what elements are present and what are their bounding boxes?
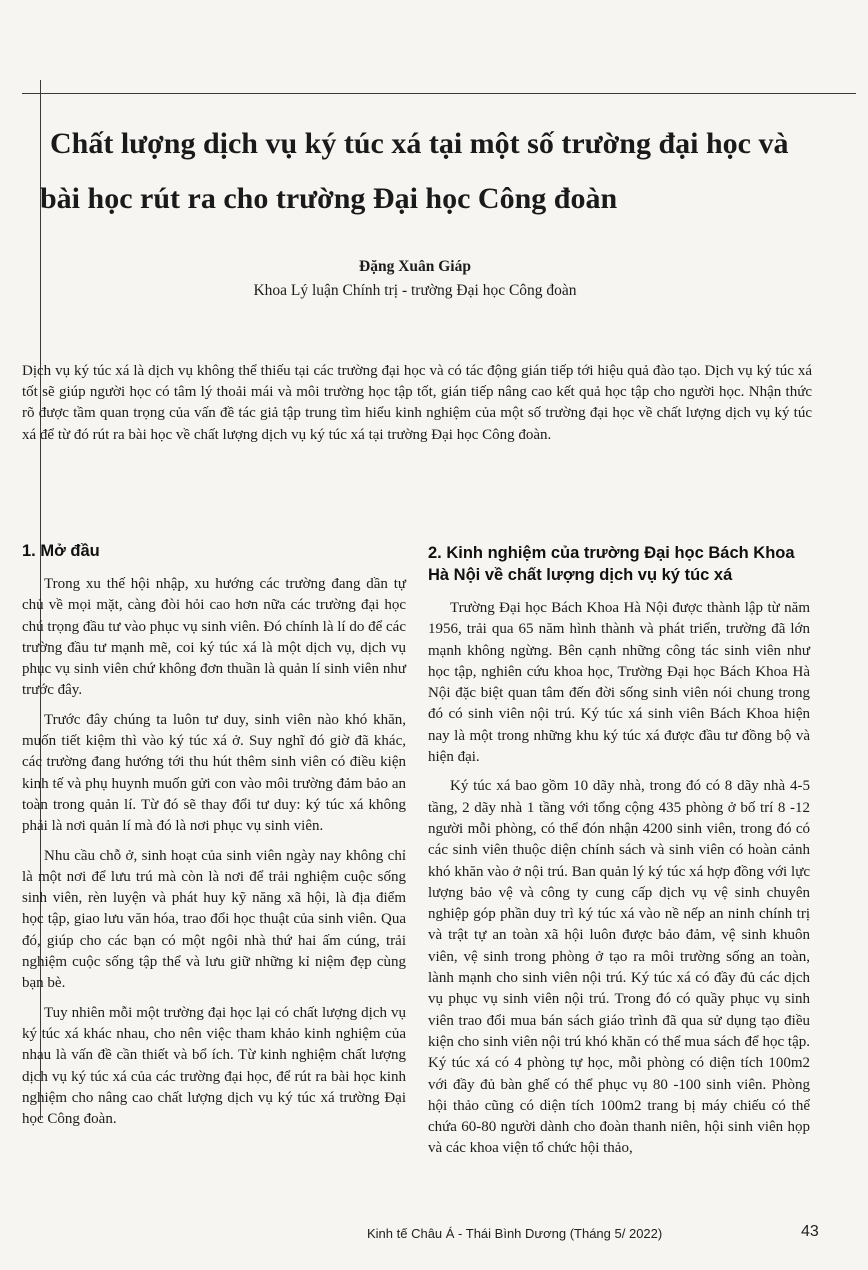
section-2-heading: 2. Kinh nghiệm của trường Đại học Bách Khoa Hà Nội về chất lượng dịch vụ ký túc xá [428, 544, 795, 584]
section-1-paragraph: Trước đây chúng ta luôn tư duy, sinh viên nào khó khăn, muốn tiết kiệm thì vào ký túc xá ở. Suy nghĩ đó giờ đã khác, các trường đang hướng tới thu hút thêm sinh viên có điều kiện kinh tế và phụ huynh muốn gửi con vào môi trường đảm bảo an toàn trong quản lí. Từ đó sẽ thay đổi tư duy: ký túc xá không phải là nơi quản lí mà đó là nơi phục vụ sinh viên. [22, 711, 406, 835]
footer-journal-name: Kinh tế Châu Á - Thái Bình Dương (Tháng 5/ 2022) [367, 1226, 663, 1241]
section-1-paragraph: Trong xu thế hội nhập, xu hướng các trường đang dần tự chủ về mọi mặt, càng đòi hỏi cao hơn nữa các trường đại học chú trọng đầu tư vào phục vụ sinh viên. Đó chính là lí do để các trường đầu tư mạnh mẽ, coi ký túc xá là một dịch vụ, dịch vụ phục vụ sinh viên chứ không đơn thuần là quản lí sinh viên như trước đây. [22, 576, 406, 699]
left-column [22, 540, 406, 1138]
section-2-paragraph: Trường Đại học Bách Khoa Hà Nội được thành lập từ năm 1956, trải qua 65 năm hình thành và phát triển, trường đã lớn mạnh không ngừng. Bên cạnh những công tác sinh viên như học tập, nghiên cứu khoa học, Trường Đại học Bách Khoa Hà Nội đặc biệt quan tâm đến đời sống sinh viên nói chung trong đó có sinh viên nội trú. Ký túc xá sinh viên Bách Khoa hiện nay là một trong những khu ký túc xá được đầu tư đồng bộ và hiện đại. [428, 600, 810, 766]
section-1-paragraph: Tuy nhiên mỗi một trường đại học lại có chất lượng dịch vụ ký túc xá khác nhau, cho nên việc tham khảo kinh nghiệm của nhau là vấn đề cần thiết và bổ ích. Từ kinh nghiệm chất lượng dịch vụ ký túc xá của các trường đại học, để rút ra bài học kinh nghiệm cho nâng cao chất lượng dịch vụ ký túc xá trường Đại học Công đoàn. [22, 1004, 406, 1128]
page-number: 43 [801, 1223, 819, 1240]
right-column [428, 542, 810, 1168]
author-name: Đặng Xuân Giáp [359, 258, 471, 275]
section-1-paragraph: Nhu cầu chỗ ở, sinh hoạt của sinh viên ngày nay không chỉ là một nơi để lưu trú mà còn là nơi để trải nghiệm cuộc sống sinh viên, rèn luyện và phát huy kỹ năng xã hội, là địa điểm học tập, giao lưu văn hóa, trao đổi học thuật của sinh viên. Qua đó, giúp cho các bạn có một ngôi nhà thứ hai ấm cúng, trải nghiệm cuộc sống tập thể và lưu giữ những kỉ niệm đẹp cùng bạn bè. [22, 847, 406, 992]
abstract-text: Dịch vụ ký túc xá là dịch vụ không thể thiếu tại các trường đại học và có tác động gián tiếp tới hiệu quả đào tạo. Dịch vụ ký túc xá tốt sẽ giúp người học có tâm lý thoải mái và môi trường học tập tốt, gián tiếp nâng cao kết quả học tập cho người học. Nhận thức rõ được tầm quan trọng của vấn đề tác giả tập trung tìm hiểu kinh nghiệm của một số trường đại học về chất lượng dịch vụ ký túc xá để từ đó rút ra bài học về chất lượng dịch vụ ký túc xá tại trường Đại học Công đoàn. [22, 363, 812, 443]
section-1-heading: 1. Mở đầu [22, 542, 100, 560]
author-affiliation: Khoa Lý luận Chính trị - trường Đại học Công đoàn [253, 282, 577, 299]
section-2-paragraph: Ký túc xá bao gồm 10 dãy nhà, trong đó có 8 dãy nhà 4-5 tầng, 2 dãy nhà 1 tầng với tổng cộng 435 phòng ở bố trí 8 -12 người mỗi phòng, có thể đón nhận 4200 sinh viên, trong đó có các sinh viên thuộc diện chính sách và sinh viên có hoàn cảnh khó khăn vào ở nội trú. Ban quản lý ký túc xá hợp đồng với lực lượng bảo vệ và công ty cung cấp dịch vụ vệ sinh chuyên nghiệp góp phần duy trì ký túc xá vào nề nếp an ninh chính trị và trật tự an toàn xã hội luôn được bảo đảm, vệ sinh khuôn viên, vệ sinh trong phòng ở tạo ra môi trường sống an toàn, lành mạnh cho sinh viên nội trú. Ký túc xá có đầy đủ các dịch vụ phục vụ sinh viên nội trú. Trong đó có quầy phục vụ sinh viên trao đổi mua bán sách giáo trình đã qua sử dụng tạo điều kiện cho sinh viên nội trú khó khăn có thể mua sách để học tập. Ký túc xá có 4 phòng tự học, mỗi phòng có diện tích 100m2 với đầy đủ bàn ghế có thể phục vụ 80 -100 sinh viên. Phòng hội thảo cũng có diện tích 100m2 trang bị máy chiếu có thể chứa 60-80 người dành cho đoàn thanh niên, hội sinh viên họp và các khoa viện tổ chức hội thảo, [428, 778, 810, 1157]
top-rule [22, 93, 856, 94]
abstract [22, 361, 812, 446]
article-title: Chất lượng dịch vụ ký túc xá tại một số trường đại học và bài học rút ra cho trường Đại học Công đoàn [40, 127, 789, 215]
